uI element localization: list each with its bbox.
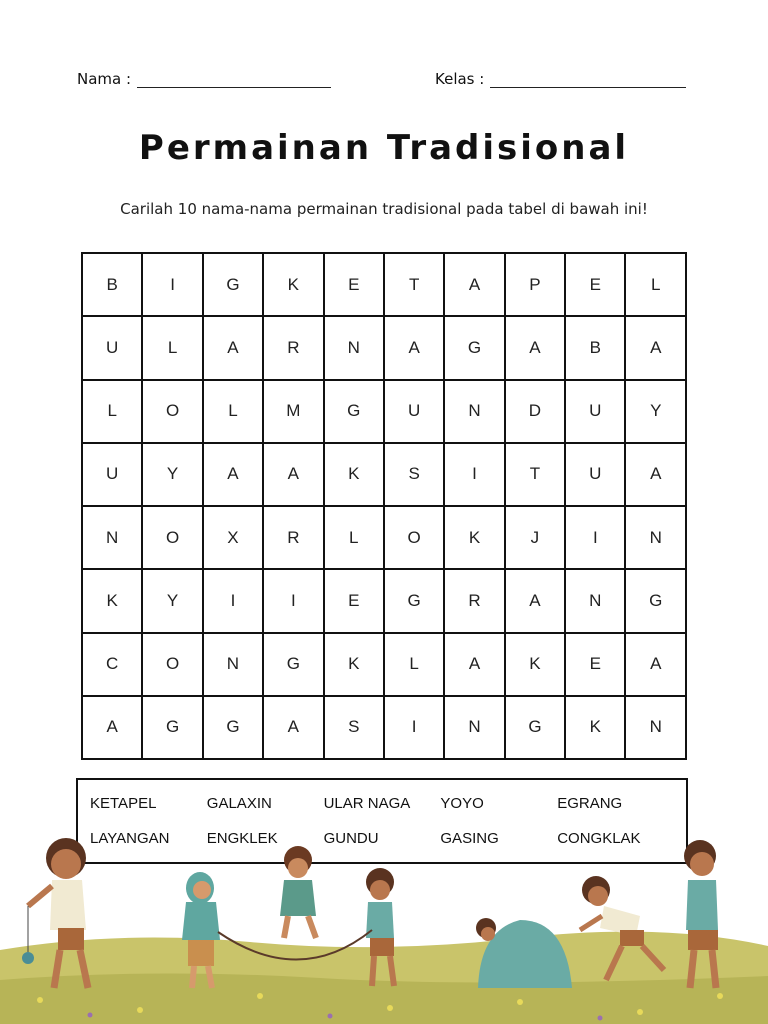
grid-cell[interactable]: A [625,633,686,696]
grid-cell[interactable]: E [324,569,384,632]
grid-cell[interactable]: O [142,506,202,569]
grid-cell[interactable]: Y [625,380,686,443]
grid-cell[interactable]: N [625,696,686,759]
grid-cell[interactable]: B [565,316,625,379]
grid-cell[interactable]: I [203,569,263,632]
yoyo-icon [22,952,34,964]
grid-cell[interactable]: C [82,633,142,696]
grid-cell[interactable]: A [263,443,323,506]
grid-cell[interactable]: K [82,569,142,632]
grid-cell[interactable]: K [324,443,384,506]
word-bank-item: GUNDU [323,830,379,847]
grid-row [82,316,686,379]
rock-with-child [476,918,572,988]
word-bank-item: LAYANGAN [90,830,170,847]
grid-cell[interactable]: L [384,633,444,696]
grid-cell[interactable]: A [444,253,504,316]
kelas-blank-line[interactable] [490,73,686,88]
grid-cell[interactable]: A [625,316,686,379]
grid-cell[interactable]: B [82,253,142,316]
grid-row [82,569,686,632]
grid-cell[interactable]: S [384,443,444,506]
grid-cell[interactable]: N [324,316,384,379]
children-playing-illustration [0,820,768,1024]
grid-cell[interactable]: I [263,569,323,632]
grid-cell[interactable]: I [142,253,202,316]
grid-cell[interactable]: Y [142,569,202,632]
grid-cell[interactable]: N [565,569,625,632]
word-bank-item: ULAR NAGA [323,795,411,812]
grid-cell[interactable]: D [505,380,565,443]
student-info-row [0,70,768,94]
grid-cell[interactable]: N [444,380,504,443]
grid-cell[interactable]: A [203,316,263,379]
grid-cell[interactable]: U [82,443,142,506]
grid-cell[interactable]: T [505,443,565,506]
grid-cell[interactable]: I [384,696,444,759]
grid-cell[interactable]: E [324,253,384,316]
grid-cell[interactable]: P [505,253,565,316]
grid-cell[interactable]: U [565,380,625,443]
grid-cell[interactable]: J [505,506,565,569]
word-bank-item: KETAPEL [90,795,157,812]
grid-cell[interactable]: O [384,506,444,569]
grid-cell[interactable]: K [505,633,565,696]
instruction-text: Carilah 10 nama-nama permainan tradisional pada tabel di bawah ini! [120,200,648,218]
grid-row [82,633,686,696]
grid-cell[interactable]: K [263,253,323,316]
grid-cell[interactable]: G [505,696,565,759]
grid-cell[interactable]: A [203,443,263,506]
grid-cell[interactable]: K [565,696,625,759]
grid-cell[interactable]: L [82,380,142,443]
grid-cell[interactable]: U [384,380,444,443]
grid-cell[interactable]: G [384,569,444,632]
grid-cell[interactable]: K [324,633,384,696]
grid-cell[interactable]: G [444,316,504,379]
word-bank-item: EGRANG [557,795,623,812]
grid-cell[interactable]: A [625,443,686,506]
grid-row [82,696,686,759]
grid-cell[interactable]: S [324,696,384,759]
grid-cell[interactable]: A [82,696,142,759]
word-search-grid [81,252,687,760]
kelas-label: Kelas : [435,70,485,88]
nama-blank-line[interactable] [137,73,331,88]
grid-cell[interactable]: G [142,696,202,759]
word-bank-item: ENGKLEK [206,830,278,847]
word-bank-item: CONGKLAK [557,830,641,847]
grid-cell[interactable]: R [263,316,323,379]
grass-foreground [0,973,768,1024]
kelas-field[interactable] [435,70,686,88]
grid-cell[interactable]: X [203,506,263,569]
grid-cell[interactable]: N [203,633,263,696]
grid-cell[interactable]: G [203,696,263,759]
grid-cell[interactable]: U [82,316,142,379]
grid-cell[interactable]: O [142,633,202,696]
nama-label: Nama : [77,70,132,88]
grid-cell[interactable]: A [505,316,565,379]
grid-cell[interactable]: G [203,253,263,316]
grid-cell[interactable]: L [324,506,384,569]
child-jumping [280,846,316,938]
grid-cell[interactable]: A [444,633,504,696]
nama-field[interactable] [77,70,331,88]
grid-cell[interactable]: N [625,506,686,569]
grid-row [82,506,686,569]
grid-cell[interactable]: K [444,506,504,569]
grid-cell[interactable]: G [263,633,323,696]
grid-cell[interactable]: A [384,316,444,379]
grid-row [82,380,686,443]
grid-cell[interactable]: I [565,506,625,569]
grid-cell[interactable]: I [444,443,504,506]
grid-cell[interactable]: U [565,443,625,506]
grid-cell[interactable]: T [384,253,444,316]
grid-cell[interactable]: A [263,696,323,759]
grid-cell[interactable]: R [263,506,323,569]
grid-cell[interactable]: L [142,316,202,379]
grid-cell[interactable]: A [505,569,565,632]
grid-cell[interactable]: N [444,696,504,759]
grid-cell[interactable]: L [625,253,686,316]
grid-cell[interactable]: R [444,569,504,632]
grid-cell[interactable]: L [203,380,263,443]
page-title: Permainan Tradisional [138,128,630,168]
grid-row [82,443,686,506]
word-bank-item: GASING [440,830,499,847]
word-bank-item: GALAXIN [206,795,272,812]
grid-cell[interactable]: M [263,380,323,443]
grid-cell[interactable]: G [625,569,686,632]
word-bank-item: YOYO [440,795,484,812]
grid-cell[interactable]: Y [142,443,202,506]
grid-cell[interactable]: O [142,380,202,443]
grid-cell[interactable]: E [565,633,625,696]
grid-cell[interactable]: E [565,253,625,316]
grid-cell[interactable]: G [324,380,384,443]
grid-row [82,253,686,316]
grid-cell[interactable]: N [82,506,142,569]
